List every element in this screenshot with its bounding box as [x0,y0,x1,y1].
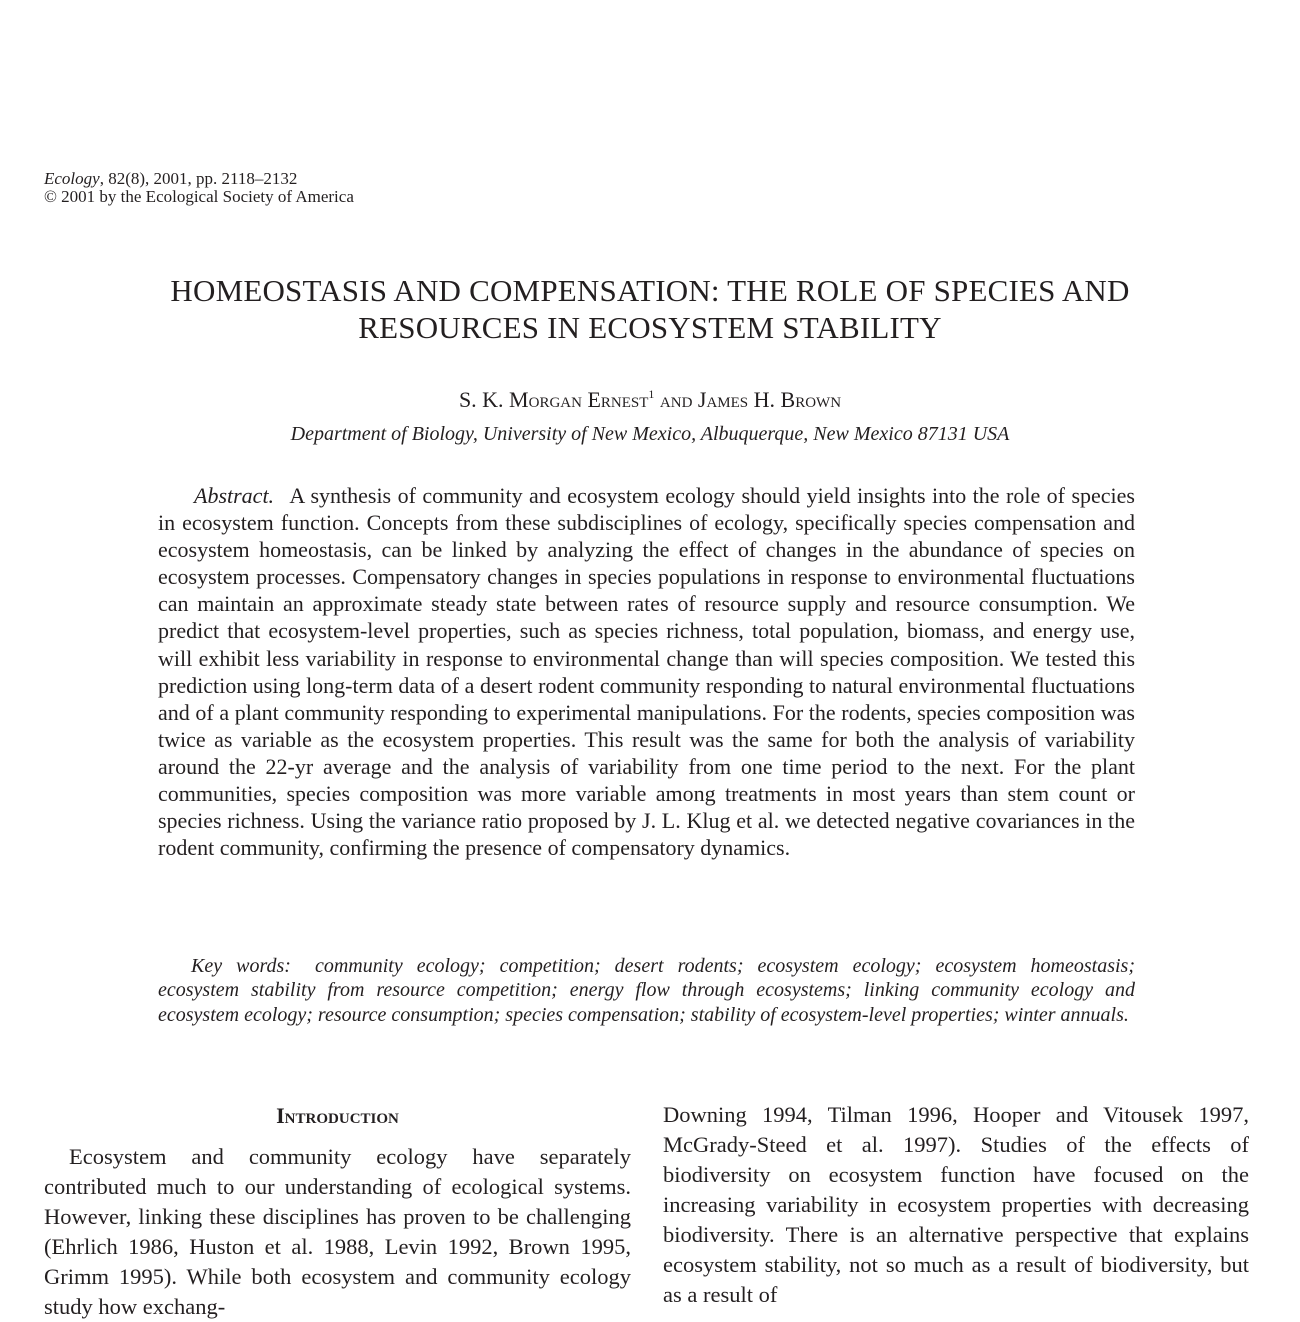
journal-citation-line [44,170,354,188]
section-heading-introduction: Introduction [276,1103,399,1128]
journal-copyright: © 2001 by the Ecological Society of America [44,187,354,206]
journal-citation [44,170,354,206]
introduction-paragraph: Ecosystem and community ecology have separately contributed much to our understanding of ecological systems. However, linking these disciplines has proven to be challenging (Ehrlich 1986, Huston et al. 1988, Levin 1992, Brown 1995, Grimm 1995). While both ecosystem and community ecology study how exchang- [44,1144,631,1319]
author-2: James H. Brown [697,387,842,412]
affiliation: Department of Biology, University of New Mexico, Albuquerque, New Mexico 87131 USA [290,423,1010,445]
paper-title [0,272,1300,346]
journal-volume-pages: , 82(8), 2001, pp. 2118–2132 [99,169,298,188]
journal-name: Ecology [44,169,100,188]
abstract [158,482,1135,861]
right-column [663,1100,1249,1310]
abstract-text: A synthesis of community and ecosystem ecology should yield insights into the role of species in ecosystem function. Concepts from these subdisciplines of ecology, specifically species compensation and ecosystem homeostasis, can be linked by analyzing the effect of changes in the abundance of species on ecosystem processes. Compensatory changes in species populations in response to environmental fluctuations can maintain an approximate steady state between rates of resource supply and resource consumption. We predict that ecosystem-level properties, such as species richness, total population, biomass, and energy use, will exhibit less variability in response to environmental change than will species composition. We tested this prediction using long-term data of a desert rodent community responding to natural environmental fluctuations and of a plant community responding to experimental manipulations. For the rodents, species composition was twice as variable as the ecosystem properties. This result was the same for both the analysis of variability around the 22-yr average and the analysis of variability from one time period to the next. For the plant communities, species composition was more variable among treatments in most years than stem count or species richness. Using the variance ratio proposed by J. L. Klug et al. we detected negative covariances in the rodent community, confirming the presence of compensatory dynamics. [158,483,1135,861]
keywords [158,954,1135,1027]
paper-title-line-1: HOMEOSTASIS AND COMPENSATION: THE ROLE OF SPECIES AND [170,273,1130,308]
author-1: S. K. Morgan Ernest [458,387,649,412]
abstract-label: Abstract. [194,483,275,508]
paper-title-line-2: RESOURCES IN ECOSYSTEM STABILITY [358,310,942,345]
keywords-label: Key words: [191,955,291,977]
left-column [44,1100,631,1322]
introduction-continued-paragraph: Downing 1994, Tilman 1996, Hooper and Vitousek 1997, McGrady-Steed et al. 1997). Studies of the effects of biodiversity on ecosystem function have focused on the increasing variability in ecosystem properties with decreasing biodiversity. There is an alternative perspective that explains ecosystem stability, not so much as a result of biodiversity, but as a result of [663,1102,1249,1307]
author-list [0,381,1300,413]
author-1-footnote-mark: 1 [648,387,655,401]
keywords-text: community ecology; competition; desert rodents; ecosystem ecology; ecosystem homeostasis; ecosystem stability from resource competition; energy flow through ecosystems; linking community ecology and ecosystem ecology; resource consumption; species compensation; stability of ecosystem-level properties; winter annuals. [158,955,1135,1026]
author-connector: and [654,387,698,412]
